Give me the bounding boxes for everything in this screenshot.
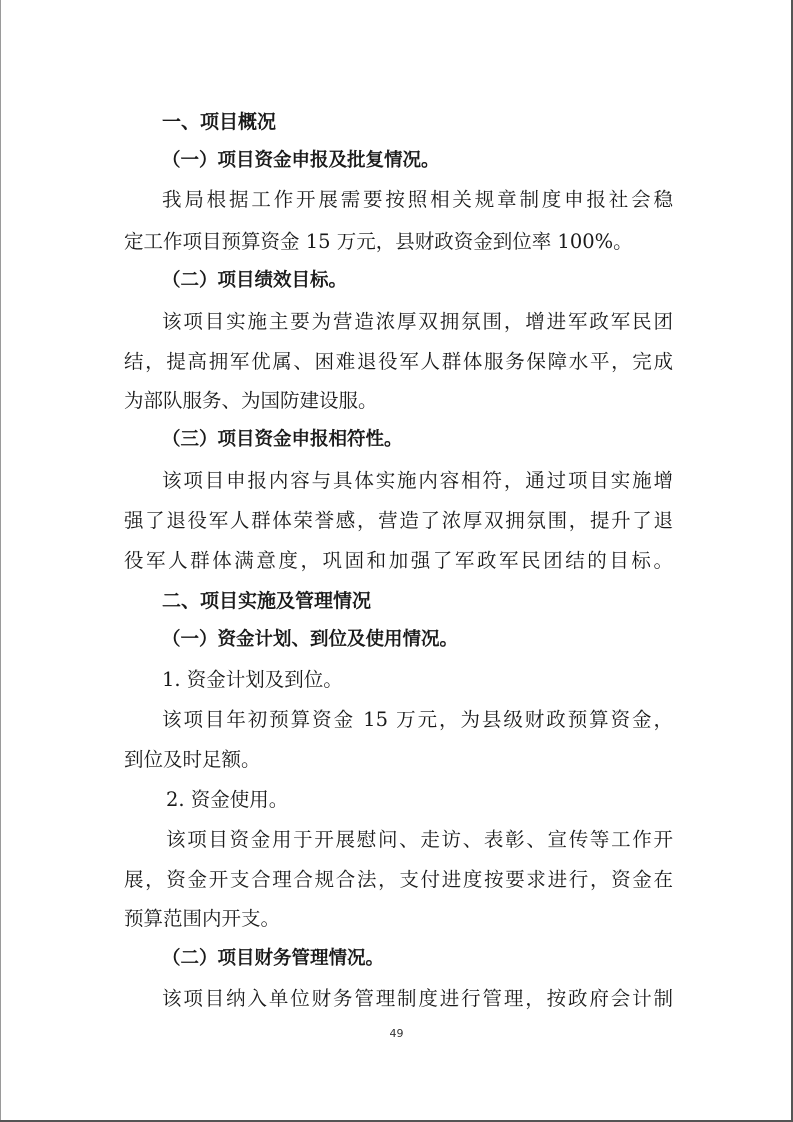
subsection-heading: （二）项目财务管理情况。 xyxy=(162,948,385,969)
paragraph-line: 该项目申报内容与具体实施内容相符，通过项目实施增 xyxy=(162,469,673,492)
page-border-left xyxy=(0,0,1,1122)
subsection-heading: （一）资金计划、到位及使用情况。 xyxy=(162,629,459,650)
page-number: 49 xyxy=(389,1027,404,1040)
paragraph-line: 结，提高拥军优属、困难退役军人群体服务保障水平，完成 xyxy=(124,350,673,373)
paragraph-line: 展，资金开支合理合规合法，支付进度按要求进行，资金在 xyxy=(124,868,673,891)
paragraph-line: 预算范围内开支。 xyxy=(124,907,281,930)
section-heading: 二、项目实施及管理情况 xyxy=(162,590,372,612)
paragraph-line: 我局根据工作开展需要按照相关规章制度申报社会稳 xyxy=(162,188,673,211)
paragraph-line: 该项目资金用于开展慰问、走访、表彰、宣传等工作开 xyxy=(166,828,673,851)
paragraph-line: 强了退役军人群体荣誉感，营造了浓厚双拥氛围，提升了退 xyxy=(124,509,673,532)
subsection-heading: （一）项目资金申报及批复情况。 xyxy=(162,150,440,171)
list-item-heading: 1. 资金计划及到位。 xyxy=(162,668,343,691)
paragraph-line: 到位及时足额。 xyxy=(124,748,261,771)
section-heading: 一、项目概况 xyxy=(162,111,277,133)
subsection-heading: （三）项目资金申报相符性。 xyxy=(162,429,403,450)
paragraph-line: 定工作项目预算资金 15 万元，县财政资金到位率 100%。 xyxy=(124,230,633,253)
paragraph-line: 该项目纳入单位财务管理制度进行管理，按政府会计制 xyxy=(162,987,673,1010)
subsection-heading: （二）项目绩效目标。 xyxy=(162,270,348,291)
paragraph-line: 役军人群体满意度，巩固和加强了军政军民团结的目标。 xyxy=(124,549,673,572)
list-item-heading: 2. 资金使用。 xyxy=(166,788,289,811)
paragraph-line: 该项目实施主要为营造浓厚双拥氛围，增进军政军民团 xyxy=(162,310,673,333)
paragraph-line: 该项目年初预算资金 15 万元，为县级财政预算资金， xyxy=(162,708,673,731)
paragraph-line: 为部队服务、为国防建设服。 xyxy=(124,389,378,412)
